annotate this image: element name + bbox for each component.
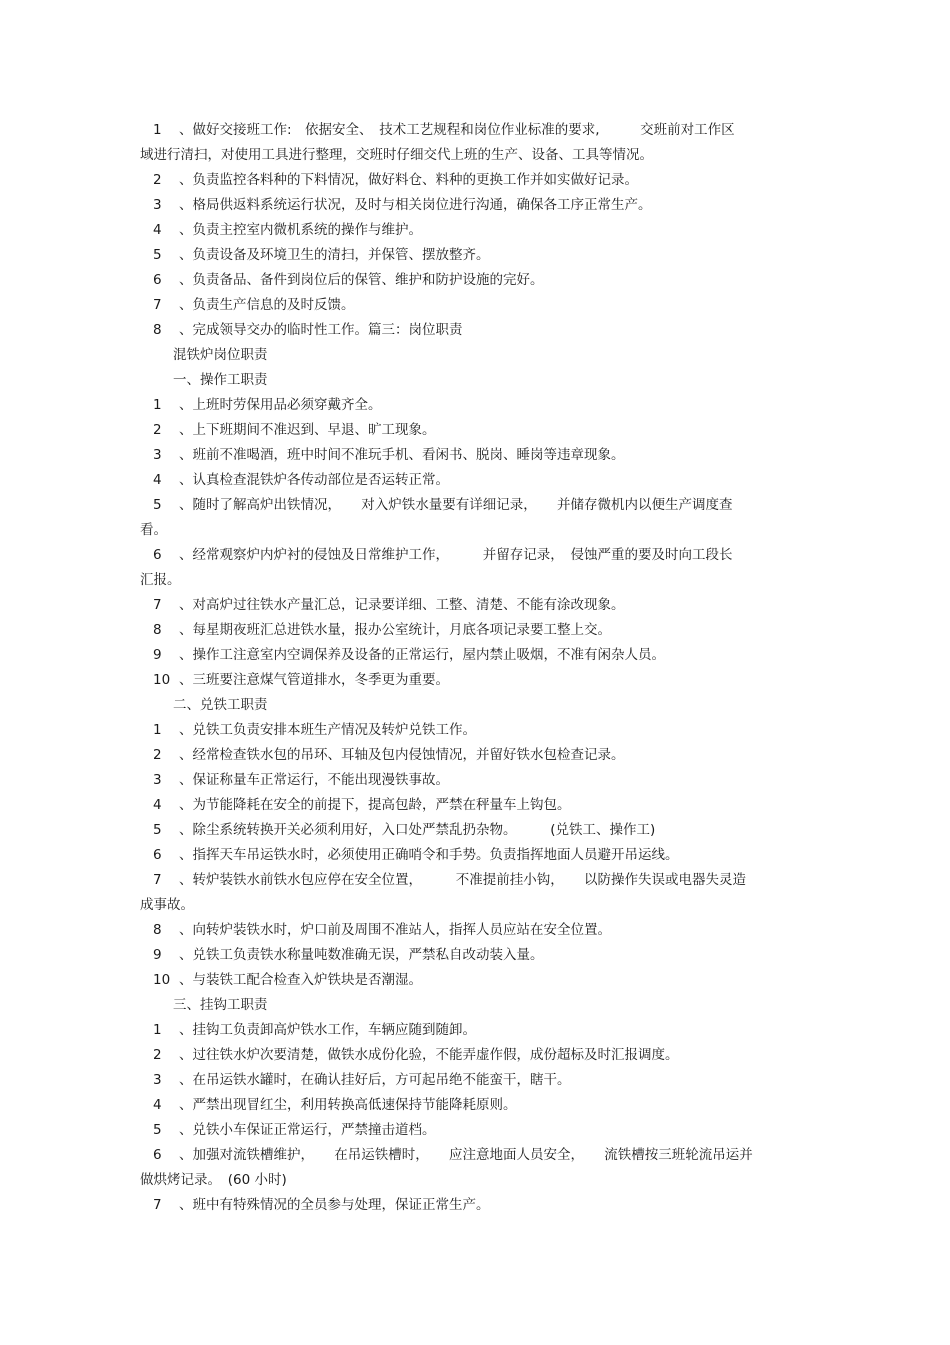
item-number: 8	[153, 622, 162, 638]
item-text: 、负责生产信息的及时反馈。	[179, 297, 355, 313]
item-number: 5	[153, 247, 162, 263]
item-number: 7	[153, 872, 162, 888]
item-text: 、与装铁工配合检查入炉铁块是否潮湿。	[179, 972, 422, 988]
list-item	[140, 468, 800, 493]
item-text: 、随时了解高炉出铁情况， 对入炉铁水量要有详细记录， 并储存微机内以便生产调度查	[179, 497, 733, 513]
item-text: 、兑铁工负责铁水称量吨数准确无误，严禁私自改动装入量。	[179, 947, 544, 963]
list-item	[140, 118, 800, 143]
list-item	[140, 1143, 800, 1168]
item-number: 6	[153, 847, 162, 863]
item-number: 3	[153, 447, 162, 463]
list-item	[140, 268, 800, 293]
list-item	[140, 1043, 800, 1068]
list-item	[140, 1018, 800, 1043]
item-number: 2	[153, 172, 162, 188]
list-item	[140, 218, 800, 243]
item-text: 、指挥天车吊运铁水时，必须使用正确哨令和手势。负责指挥地面人员避开吊运线。	[179, 847, 679, 863]
list-item	[140, 1068, 800, 1093]
section-heading: 二、兑铁工职责	[173, 697, 268, 713]
list-item	[140, 668, 800, 693]
item-number: 8	[153, 322, 162, 338]
section-heading: 混铁炉岗位职责	[173, 347, 268, 363]
item-text: 、兑铁小车保证正常运行，严禁撞击道档。	[179, 1122, 436, 1138]
item-text: 、格局供返料系统运行状况，及时与相关岗位进行沟通，确保各工序正常生产。	[179, 197, 652, 213]
item-number: 2	[153, 422, 162, 438]
list-item	[140, 318, 800, 343]
item-number: 1	[153, 722, 162, 738]
item-text: 、保证称量车正常运行，不能出现漫铁事故。	[179, 772, 449, 788]
item-number: 4	[153, 797, 162, 813]
list-item	[140, 868, 800, 893]
item-text: 、在吊运铁水罐时，在确认挂好后，方可起吊绝不能蛮干，瞎干。	[179, 1072, 571, 1088]
item-number: 6	[153, 547, 162, 563]
list-item	[140, 918, 800, 943]
list-item	[140, 493, 800, 518]
item-number: 4	[153, 222, 162, 238]
item-number: 3	[153, 1072, 162, 1088]
list-item	[140, 818, 800, 843]
item-text: 、对高炉过往铁水产量汇总，记录要详细、工整、清楚、不能有涂改现象。	[179, 597, 625, 613]
item-text: 、严禁出现冒红尘，利用转换高低速保持节能降耗原则。	[179, 1097, 517, 1113]
item-number: 6	[153, 1147, 162, 1163]
item-number: 5	[153, 497, 162, 513]
item-text: 、加强对流铁槽维护， 在吊运铁槽时， 应注意地面人员安全， 流铁槽按三班轮流吊运并	[179, 1147, 753, 1163]
list-item	[140, 718, 800, 743]
item-number: 1	[153, 122, 162, 138]
list-item	[140, 843, 800, 868]
list-item	[140, 393, 800, 418]
item-text: 、操作工注意室内空调保养及设备的正常运行，屋内禁止吸烟，不准有闲杂人员。	[179, 647, 665, 663]
item-text: 、经常观察炉内炉衬的侵蚀及日常维护工作， 并留存记录， 侵蚀严重的要及时向工段长	[179, 547, 733, 563]
item-number: 4	[153, 472, 162, 488]
list-item	[140, 418, 800, 443]
continuation-line: 成事故。	[140, 897, 194, 913]
item-text: 、向转炉装铁水时，炉口前及周围不准站人，指挥人员应站在安全位置。	[179, 922, 611, 938]
item-text: 、转炉装铁水前铁水包应停在安全位置， 不准提前挂小钩， 以防操作失误或电器失灵造	[179, 872, 746, 888]
continuation-line: 汇报。	[140, 572, 181, 588]
list-item	[140, 1093, 800, 1118]
list-item	[140, 743, 800, 768]
item-number: 7	[153, 297, 162, 313]
item-number: 3	[153, 197, 162, 213]
section-heading: 一、操作工职责	[173, 372, 268, 388]
item-text: 、上下班期间不准迟到、早退、旷工现象。	[179, 422, 436, 438]
list-item	[140, 618, 800, 643]
item-number: 9	[153, 947, 162, 963]
item-text: 、除尘系统转换开关必须利用好，入口处严禁乱扔杂物。 (兑铁工、操作工)	[179, 822, 656, 838]
item-text: 、负责备品、备件到岗位后的保管、维护和防护设施的完好。	[179, 272, 544, 288]
list-item	[140, 443, 800, 468]
item-number: 4	[153, 1097, 162, 1113]
section-heading: 三、挂钩工职责	[173, 997, 268, 1013]
item-text: 、每星期夜班汇总进铁水量，报办公室统计，月底各项记录要工整上交。	[179, 622, 611, 638]
item-number: 3	[153, 772, 162, 788]
item-number: 2	[153, 747, 162, 763]
list-item	[140, 293, 800, 318]
item-text: 、班前不准喝酒，班中时间不准玩手机、看闲书、脱岗、睡岗等违章现象。	[179, 447, 625, 463]
continuation-line: 看。	[140, 522, 167, 538]
item-text: 、做好交接班工作: 依据安全、 技术工艺规程和岗位作业标准的要求, 交班前对工作区	[179, 122, 735, 138]
list-item	[140, 543, 800, 568]
item-text: 、认真检查混铁炉各传动部位是否运转正常。	[179, 472, 449, 488]
list-item	[140, 1193, 800, 1218]
list-item	[140, 593, 800, 618]
list-item	[140, 243, 800, 268]
item-number: 9	[153, 647, 162, 663]
item-text: 、班中有特殊情况的全员参与处理，保证正常生产。	[179, 1197, 490, 1213]
item-number: 1	[153, 397, 162, 413]
list-item	[140, 943, 800, 968]
document-body	[140, 118, 800, 1218]
item-number: 1	[153, 1022, 162, 1038]
item-number: 10	[153, 972, 171, 988]
item-text: 、负责设备及环境卫生的清扫，并保管、摆放整齐。	[179, 247, 490, 263]
item-text: 、完成领导交办的临时性工作。篇三：岗位职责	[179, 322, 463, 338]
list-item	[140, 193, 800, 218]
item-number: 5	[153, 822, 162, 838]
continuation-line: 域进行清扫，对使用工具进行整理，交班时仔细交代上班的生产、设备、工具等情况。	[140, 147, 653, 163]
continuation-line: 做烘烤记录。 (60 小时)	[140, 1172, 287, 1188]
list-item	[140, 168, 800, 193]
item-number: 2	[153, 1047, 162, 1063]
item-text: 、为节能降耗在安全的前提下，提高包龄，严禁在秤量车上钩包。	[179, 797, 571, 813]
item-text: 、经常检查铁水包的吊环、耳轴及包内侵蚀情况，并留好铁水包检查记录。	[179, 747, 625, 763]
item-number: 5	[153, 1122, 162, 1138]
item-number: 6	[153, 272, 162, 288]
item-text: 、负责主控室内微机系统的操作与维护。	[179, 222, 422, 238]
item-text: 、挂钩工负责卸高炉铁水工作，车辆应随到随卸。	[179, 1022, 476, 1038]
item-text: 、兑铁工负责安排本班生产情况及转炉兑铁工作。	[179, 722, 476, 738]
item-text: 、过往铁水炉次要清楚，做铁水成份化验，不能弄虚作假，成份超标及时汇报调度。	[179, 1047, 679, 1063]
list-item	[140, 968, 800, 993]
list-item	[140, 643, 800, 668]
item-text: 、负责监控各料种的下料情况，做好料仓、料种的更换工作并如实做好记录。	[179, 172, 638, 188]
item-number: 7	[153, 597, 162, 613]
item-text: 、三班要注意煤气管道排水，冬季更为重要。	[179, 672, 449, 688]
item-number: 10	[153, 672, 171, 688]
item-number: 7	[153, 1197, 162, 1213]
item-number: 8	[153, 922, 162, 938]
list-item	[140, 1118, 800, 1143]
item-text: 、上班时劳保用品必须穿戴齐全。	[179, 397, 382, 413]
list-item	[140, 793, 800, 818]
list-item	[140, 768, 800, 793]
